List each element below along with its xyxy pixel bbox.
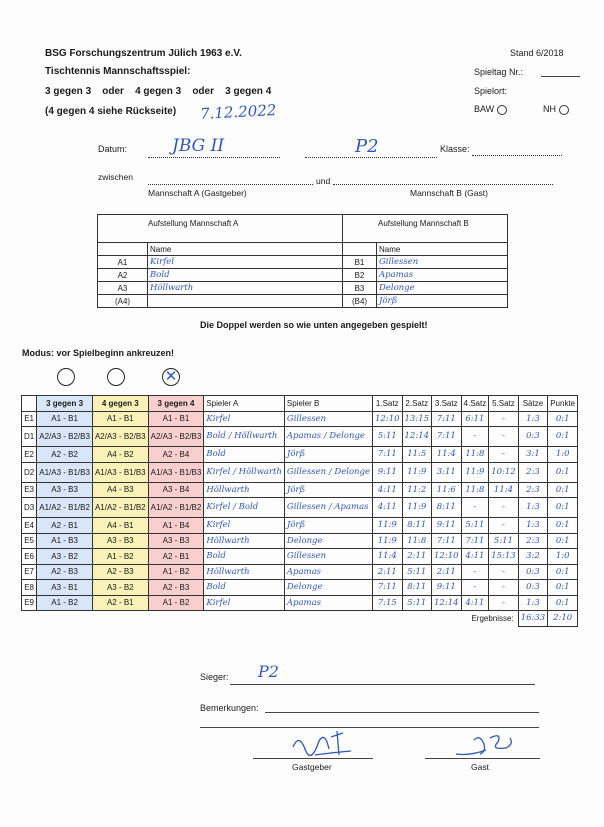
set-4: 7:11 <box>461 533 489 549</box>
set-3: 7:11 <box>432 427 462 447</box>
player-b: Gillessen / Apamas <box>284 498 372 518</box>
game-row <box>22 411 578 427</box>
saetze: 0:3 <box>518 427 548 447</box>
player-a: Bold / Höllwarth <box>204 427 285 447</box>
player-a: Bold <box>204 549 285 565</box>
game-id: E9 <box>22 595 37 611</box>
pairing-4v3: A4 - B2 <box>92 447 148 463</box>
pairing-4v3: A3 - B3 <box>92 533 148 549</box>
spielort-label: Spielort: <box>474 86 508 96</box>
games-table: 3 gegen 3 4 gegen 3 3 gegen 4 Spieler A Spieler B 1.Satz 2.Satz 3.Satz 4.Satz 5.Satz Sätze Punkte E1 A1 - B1 A1 - B1 A1 - B1 Kirfel Gillessen 12:10 13:15 7:11 6:11 - 1:3 0:1 D1 A2/A3 - B2/B3 A2/A3 - B2/B3 A2/A3 - B2/B3 Bold / Höllwarth Apamas / Delonge 5:11 12:14 7:11 - - 0:3 0:1 E2 A2 - B2 A4 - B2 A2 - B4 Bold Jörß 7:11 11:5 11:4 11:8 - 3:1 1:0 D2 A1/A3 - B1/B3 A1/A3 - B1/B3 A1/A3 - B1/B3 Kirfel / Höllwarth Gillessen / Delonge 9:11 11:9 3:11 11:9 10:12 2:3 0:1 E3 A3 - B3 A4 - B3 A3 - B4 Höllwarth Jörß 4:11 11:2 11:6 11:8 11:4 2:3 0:1 D3 A1/A2 - B1/B2 A1/A2 - B1/B2 A1/A2 - B1/B2 Kirfel / Bold Gillessen / Apamas 4:11 11:9 8:11 - - 1:3 0:1 E4 A2 - B1 A4 - B1 A1 - B4 Kirfel Jörß 11:9 8:11 9:11 5:11 - 1:3 0:1 E5 A1 - B3 A3 - B3 A3 - B3 Höllwarth Delonge 11:9 11:8 7:11 7:11 5:11 2:3 0:1 E6 A3 - B2 A1 - B2 A2 - B1 Bold Gillessen 11:4 2:11 12:10 4:11 15:13 3:2 1:0 E7 A2 - B3 A2 - B3 A1 - B2 Höllwarth Apamas 2:11 5:11 2:11 - - 0:3 0:1 E8 A3 - B1 A3 - B2 A2 - B3 Bold Delonge 7:11 8:11 9:11 - - 0:3 0:1 E9 A1 - B2 A2 - B1 A1 - B2 Kirfel Apamas 7:15 5:11 12:14 4:11 - 1:3 0:1 Ergebnisse: 16:33 2:10 <box>21 395 578 627</box>
set-4: 4:11 <box>461 595 489 611</box>
pairing-3v3: A1/A2 - B1/B2 <box>37 498 93 518</box>
pairing-4v3: A1 - B1 <box>92 411 148 427</box>
set-2: 13:15 <box>402 411 432 427</box>
saetze: 1:3 <box>518 498 548 518</box>
set-2: 11:8 <box>402 533 432 549</box>
set-2: 8:11 <box>402 580 432 596</box>
set-4: 11:8 <box>461 447 489 463</box>
pairing-3v4: A2 - B3 <box>148 580 204 596</box>
pairing-3v3: A2 - B2 <box>37 447 93 463</box>
gastgeber-label: Gastgeber <box>292 762 332 772</box>
datum-line-b[interactable] <box>305 157 437 158</box>
pairing-3v3: A2 - B1 <box>37 518 93 534</box>
player-a: Bold <box>204 447 285 463</box>
team-a-hw: JBG II <box>172 136 225 156</box>
game-row <box>22 427 578 447</box>
pairing-4v3: A4 - B3 <box>92 482 148 498</box>
player-b: Jörß <box>284 482 372 498</box>
saetze: 0:3 <box>518 580 548 596</box>
set-3: 7:11 <box>432 533 462 549</box>
set-3: 11:4 <box>432 447 462 463</box>
ergebnis-punkte: 2:10 <box>548 611 578 627</box>
game-id: E5 <box>22 533 37 549</box>
pairing-3v4: A1 - B1 <box>148 411 204 427</box>
set-1: 4:11 <box>373 498 403 518</box>
player-a: Kirfel <box>204 518 285 534</box>
set-4: 11:8 <box>461 482 489 498</box>
set-3: 9:11 <box>432 518 462 534</box>
player-b: Apamas / Delonge <box>284 427 372 447</box>
player-b: Jörß <box>284 447 372 463</box>
set-4: 5:11 <box>461 518 489 534</box>
game-row <box>22 518 578 534</box>
pairing-3v3: A3 - B3 <box>37 482 93 498</box>
set-5: - <box>489 580 519 596</box>
pairing-3v3: A3 - B2 <box>37 549 93 565</box>
game-id: E2 <box>22 447 37 463</box>
set-1: 12:10 <box>373 411 403 427</box>
saetze: 2:3 <box>518 462 548 482</box>
saetze: 2:3 <box>518 533 548 549</box>
player-b: Gillessen / Delonge <box>284 462 372 482</box>
lineup-row: A2 Bold B2 Apamas <box>98 269 508 282</box>
set-3: 12:14 <box>432 595 462 611</box>
saetze: 1:3 <box>518 411 548 427</box>
set-3: 2:11 <box>432 564 462 580</box>
und-label: und <box>316 176 331 186</box>
set-2: 11:5 <box>402 447 432 463</box>
pairing-4v3: A2/A3 - B2/B3 <box>92 427 148 447</box>
team-b-line[interactable] <box>333 184 553 185</box>
set-4: - <box>461 580 489 596</box>
set-3: 12:10 <box>432 549 462 565</box>
pairing-4v3: A1 - B2 <box>92 549 148 565</box>
set-4: 4:11 <box>461 549 489 565</box>
set-1: 7:15 <box>373 595 403 611</box>
modus-3v4-circle-checked[interactable]: ✕ <box>162 368 180 386</box>
player-b: Apamas <box>284 595 372 611</box>
name-head-b: Name <box>377 243 508 256</box>
game-id: E6 <box>22 549 37 565</box>
sieger-hw: P2 <box>258 662 279 681</box>
set-5: 10:12 <box>489 462 519 482</box>
lineup-head-b: Aufstellung Mannschaft B <box>343 215 508 243</box>
pairing-4v3: A1/A3 - B1/B3 <box>92 462 148 482</box>
pairing-3v4: A1 - B2 <box>148 595 204 611</box>
pairing-4v3: A2 - B3 <box>92 564 148 580</box>
team-a-line[interactable] <box>148 184 313 185</box>
klasse-label: Klasse: <box>440 144 470 154</box>
klasse-line[interactable] <box>472 155 562 156</box>
name-head-a: Name <box>148 243 343 256</box>
player-a: Kirfel / Bold <box>204 498 285 518</box>
set-5: - <box>489 427 519 447</box>
doppel-note: Die Doppel werden so wie unten angegeben gespielt! <box>200 320 428 330</box>
pairing-3v4: A3 - B3 <box>148 533 204 549</box>
bemerkungen-line-1[interactable] <box>265 712 539 713</box>
set-5: - <box>489 447 519 463</box>
set-1: 5:11 <box>373 427 403 447</box>
pairing-3v4: A1 - B2 <box>148 564 204 580</box>
punkte: 1:0 <box>548 549 578 565</box>
punkte: 0:1 <box>548 533 578 549</box>
set-3: 3:11 <box>432 462 462 482</box>
set-5: - <box>489 518 519 534</box>
pairing-3v3: A1 - B1 <box>37 411 93 427</box>
set-1: 2:11 <box>373 564 403 580</box>
game-row <box>22 549 578 565</box>
set-1: 9:11 <box>373 462 403 482</box>
player-a: Höllwarth <box>204 482 285 498</box>
game-row <box>22 580 578 596</box>
set-3: 9:11 <box>432 580 462 596</box>
player-b: Apamas <box>284 564 372 580</box>
game-id: E3 <box>22 482 37 498</box>
pairing-3v3: A1/A3 - B1/B3 <box>37 462 93 482</box>
player-b: Jörß <box>284 518 372 534</box>
saetze: 3:2 <box>518 549 548 565</box>
sieger-label: Sieger: <box>200 672 229 682</box>
player-b: Delonge <box>284 580 372 596</box>
set-4: - <box>461 564 489 580</box>
set-3: 11:6 <box>432 482 462 498</box>
pairing-3v4: A2 - B1 <box>148 549 204 565</box>
team-b-caption: Mannschaft B (Gast) <box>410 188 488 198</box>
nh-option[interactable]: NH <box>543 104 569 115</box>
game-row <box>22 533 578 549</box>
stand-label: Stand 6/2018 <box>510 48 564 58</box>
punkte: 0:1 <box>548 498 578 518</box>
pairing-3v3: A1 - B2 <box>37 595 93 611</box>
bemerkungen-line-2[interactable] <box>200 727 539 728</box>
format-note: (4 gegen 4 siehe Rückseite) <box>45 106 177 117</box>
lineup-head-a: Aufstellung Mannschaft A <box>98 215 343 243</box>
set-1: 7:11 <box>373 447 403 463</box>
baw-option[interactable]: BAW <box>474 104 507 115</box>
team-a-caption: Mannschaft A (Gastgeber) <box>148 188 247 198</box>
zwischen-label: zwischen <box>98 172 133 182</box>
pairing-3v4: A1/A2 - B1/B2 <box>148 498 204 518</box>
pairing-3v4: A2/A3 - B2/B3 <box>148 427 204 447</box>
form-title: Tischtennis Mannschaftsspiel: <box>45 66 191 77</box>
game-row <box>22 595 578 611</box>
set-1: 7:11 <box>373 580 403 596</box>
set-1: 11:9 <box>373 518 403 534</box>
baw-circle[interactable] <box>497 105 507 115</box>
team-b-hw: P2 <box>355 136 379 157</box>
gast-label: Gast <box>471 762 489 772</box>
set-4: - <box>461 498 489 518</box>
pairing-4v3: A3 - B2 <box>92 580 148 596</box>
game-id: E7 <box>22 564 37 580</box>
set-2: 5:11 <box>402 564 432 580</box>
punkte: 0:1 <box>548 564 578 580</box>
punkte: 1:0 <box>548 447 578 463</box>
signature-gast <box>450 730 530 760</box>
set-2: 2:11 <box>402 549 432 565</box>
club-name: BSG Forschungszentrum Jülich 1963 e.V. <box>45 48 242 59</box>
set-4: - <box>461 427 489 447</box>
game-id: D3 <box>22 498 37 518</box>
pairing-3v4: A1/A3 - B1/B3 <box>148 462 204 482</box>
sieger-line[interactable] <box>230 684 535 685</box>
saetze: 2:3 <box>518 482 548 498</box>
saetze: 3:1 <box>518 447 548 463</box>
pairing-4v3: A4 - B1 <box>92 518 148 534</box>
signature-gastgeber <box>285 727 365 759</box>
handwritten-date: 7.12.2022 <box>199 101 277 123</box>
player-a: Bold <box>204 580 285 596</box>
pairing-3v4: A1 - B4 <box>148 518 204 534</box>
player-b: Gillessen <box>284 549 372 565</box>
punkte: 0:1 <box>548 518 578 534</box>
pairing-3v4: A3 - B4 <box>148 482 204 498</box>
pairing-4v3: A2 - B1 <box>92 595 148 611</box>
player-a: Höllwarth <box>204 533 285 549</box>
saetze: 1:3 <box>518 518 548 534</box>
set-3: 8:11 <box>432 498 462 518</box>
punkte: 0:1 <box>548 427 578 447</box>
gast-line[interactable] <box>425 758 540 759</box>
player-a: Kirfel / Höllwarth <box>204 462 285 482</box>
set-5: 11:4 <box>489 482 519 498</box>
datum-line[interactable] <box>148 157 280 158</box>
set-2: 11:9 <box>402 462 432 482</box>
spieltag-label: Spieltag Nr.: <box>474 67 524 77</box>
gastgeber-line[interactable] <box>253 758 373 759</box>
game-id: E8 <box>22 580 37 596</box>
player-a: Höllwarth <box>204 564 285 580</box>
game-id: E4 <box>22 518 37 534</box>
modus-3v3-circle[interactable] <box>57 368 75 386</box>
set-3: 7:11 <box>432 411 462 427</box>
set-2: 11:9 <box>402 498 432 518</box>
punkte: 0:1 <box>548 580 578 596</box>
datum-label: Datum: <box>98 144 128 154</box>
saetze: 0:3 <box>518 564 548 580</box>
game-row <box>22 462 578 482</box>
modus-4v3-circle[interactable] <box>107 368 125 386</box>
player-b: Gillessen <box>284 411 372 427</box>
punkte: 0:1 <box>548 462 578 482</box>
player-b: Delonge <box>284 533 372 549</box>
ergebnisse-label: Ergebnisse: <box>471 614 514 623</box>
set-5: - <box>489 595 519 611</box>
pairing-3v3: A1 - B3 <box>37 533 93 549</box>
bemerkungen-label: Bemerkungen: <box>200 703 259 713</box>
pairing-3v4: A2 - B4 <box>148 447 204 463</box>
set-2: 5:11 <box>402 595 432 611</box>
saetze: 1:3 <box>518 595 548 611</box>
set-1: 11:4 <box>373 549 403 565</box>
nh-circle[interactable] <box>559 105 569 115</box>
set-5: - <box>489 498 519 518</box>
punkte: 0:1 <box>548 595 578 611</box>
lineup-row: A3 Höllwarth B3 Delonge <box>98 282 508 295</box>
game-row <box>22 498 578 518</box>
game-row <box>22 564 578 580</box>
spieltag-line[interactable] <box>541 76 580 77</box>
player-a: Kirfel <box>204 595 285 611</box>
set-4: 11:9 <box>461 462 489 482</box>
pairing-3v3: A3 - B1 <box>37 580 93 596</box>
format-line: 3 gegen 3 oder 4 gegen 3 oder 3 gegen 4 <box>45 86 272 97</box>
game-id: D2 <box>22 462 37 482</box>
set-5: 5:11 <box>489 533 519 549</box>
punkte: 0:1 <box>548 482 578 498</box>
ergebnis-saetze: 16:33 <box>518 611 548 627</box>
set-2: 11:2 <box>402 482 432 498</box>
modus-label: Modus: vor Spielbeginn ankreuzen! <box>22 348 175 358</box>
pairing-3v3: A2 - B3 <box>37 564 93 580</box>
player-a: Kirfel <box>204 411 285 427</box>
set-5: - <box>489 564 519 580</box>
game-row <box>22 482 578 498</box>
set-5: - <box>489 411 519 427</box>
game-row <box>22 447 578 463</box>
lineup-table <box>97 214 508 308</box>
set-4: 6:11 <box>461 411 489 427</box>
pairing-3v3: A2/A3 - B2/B3 <box>37 427 93 447</box>
pairing-4v3: A1/A2 - B1/B2 <box>92 498 148 518</box>
set-1: 11:9 <box>373 533 403 549</box>
punkte: 0:1 <box>548 411 578 427</box>
set-2: 12:14 <box>402 427 432 447</box>
game-id: D1 <box>22 427 37 447</box>
set-2: 8:11 <box>402 518 432 534</box>
lineup-row: (A4) (B4) Jörß <box>98 295 508 308</box>
set-5: 15:13 <box>489 549 519 565</box>
game-id: E1 <box>22 411 37 427</box>
lineup-row: A1 Kirfel B1 Gillessen <box>98 256 508 269</box>
set-1: 4:11 <box>373 482 403 498</box>
